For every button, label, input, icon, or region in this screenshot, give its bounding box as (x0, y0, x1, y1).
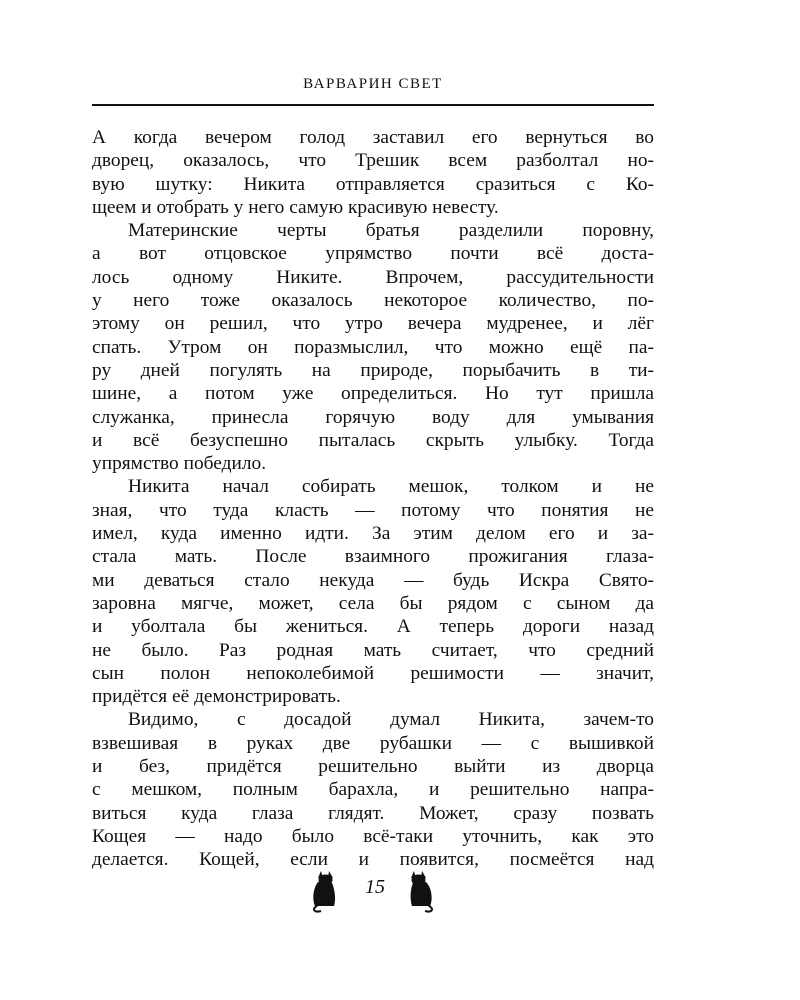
text-line: лось одному Никите. Впрочем, рассудительности (92, 266, 654, 288)
text-line: спать. Утром он поразмыслил, что можно ещё па- (92, 336, 654, 358)
text-line: вую шутку: Никита отправляется сразиться с Ко- (92, 173, 654, 195)
running-header: ВАРВАРИН СВЕТ (303, 76, 443, 92)
text-line: и уболтала бы жениться. А теперь дороги назад (92, 616, 654, 638)
text-line: Видимо, с досадой думал Никита, зачем-то (128, 709, 654, 731)
text-line: А когда вечером голод заставил его вернуться во (92, 127, 654, 148)
text-line: и всё безуспешно пыталась скрыть улыбку. Тогда (92, 429, 654, 451)
text-line: сын полон непоколебимой решимости — значит, (92, 662, 654, 684)
text-line: у него тоже оказалось некоторое количество, по- (92, 290, 654, 312)
text-line: не было. Раз родная мать считает, что средний (92, 639, 654, 661)
text-line: с мешком, полным барахла, и решительно напра- (92, 779, 654, 801)
body-text (92, 126, 654, 872)
text-line: упрямство победило. (92, 453, 267, 475)
text-line: ми деваться стало некуда — будь Искра Свято- (92, 569, 654, 591)
text-line: шине, а потом уже определиться. Но тут пришла (92, 383, 654, 405)
text-line: делается. Кощей, если и появится, посмеётся над (92, 849, 654, 871)
text-line: имел, куда именно идти. За этим делом его и за- (92, 523, 654, 545)
text-line: дворец, оказалось, что Трешик всем разболтал но- (92, 150, 654, 172)
text-line: Кощея — надо было всё-таки уточнить, как это (92, 825, 654, 847)
text-line: заровна мягче, может, села бы рядом с сыном да (92, 592, 654, 614)
text-line: стала мать. После взаимного прожигания глаза- (92, 546, 654, 568)
cat-silhouette-icon (406, 868, 438, 914)
page-footer (300, 868, 450, 916)
text-line: Материнские черты братья разделили поровну, (128, 220, 654, 242)
text-line: служанка, принесла горячую воду для умывания (92, 406, 654, 428)
text-line: Никита начал собирать мешок, толком и не (128, 476, 654, 498)
text-line: и без, придётся решительно выйти из дворца (92, 756, 654, 778)
page-number: 15 (365, 876, 385, 898)
text-line: а вот отцовское упрямство почти всё доста- (92, 243, 654, 265)
text-line: придётся её демонстрировать. (92, 686, 341, 708)
text-line: зная, что туда класть — потому что понятия не (92, 499, 654, 521)
text-line: взвешивая в руках две рубашки — с вышивкой (92, 732, 654, 754)
text-line: щеем и отобрать у него самую красивую невесту. (92, 196, 499, 218)
text-line: виться куда глаза глядят. Может, сразу позвать (92, 802, 654, 824)
text-line: ру дней погулять на природе, порыбачить в ти- (92, 359, 654, 381)
header-rule (92, 104, 654, 106)
text-line: этому он решил, что утро вечера мудренее, и лёг (92, 313, 654, 335)
